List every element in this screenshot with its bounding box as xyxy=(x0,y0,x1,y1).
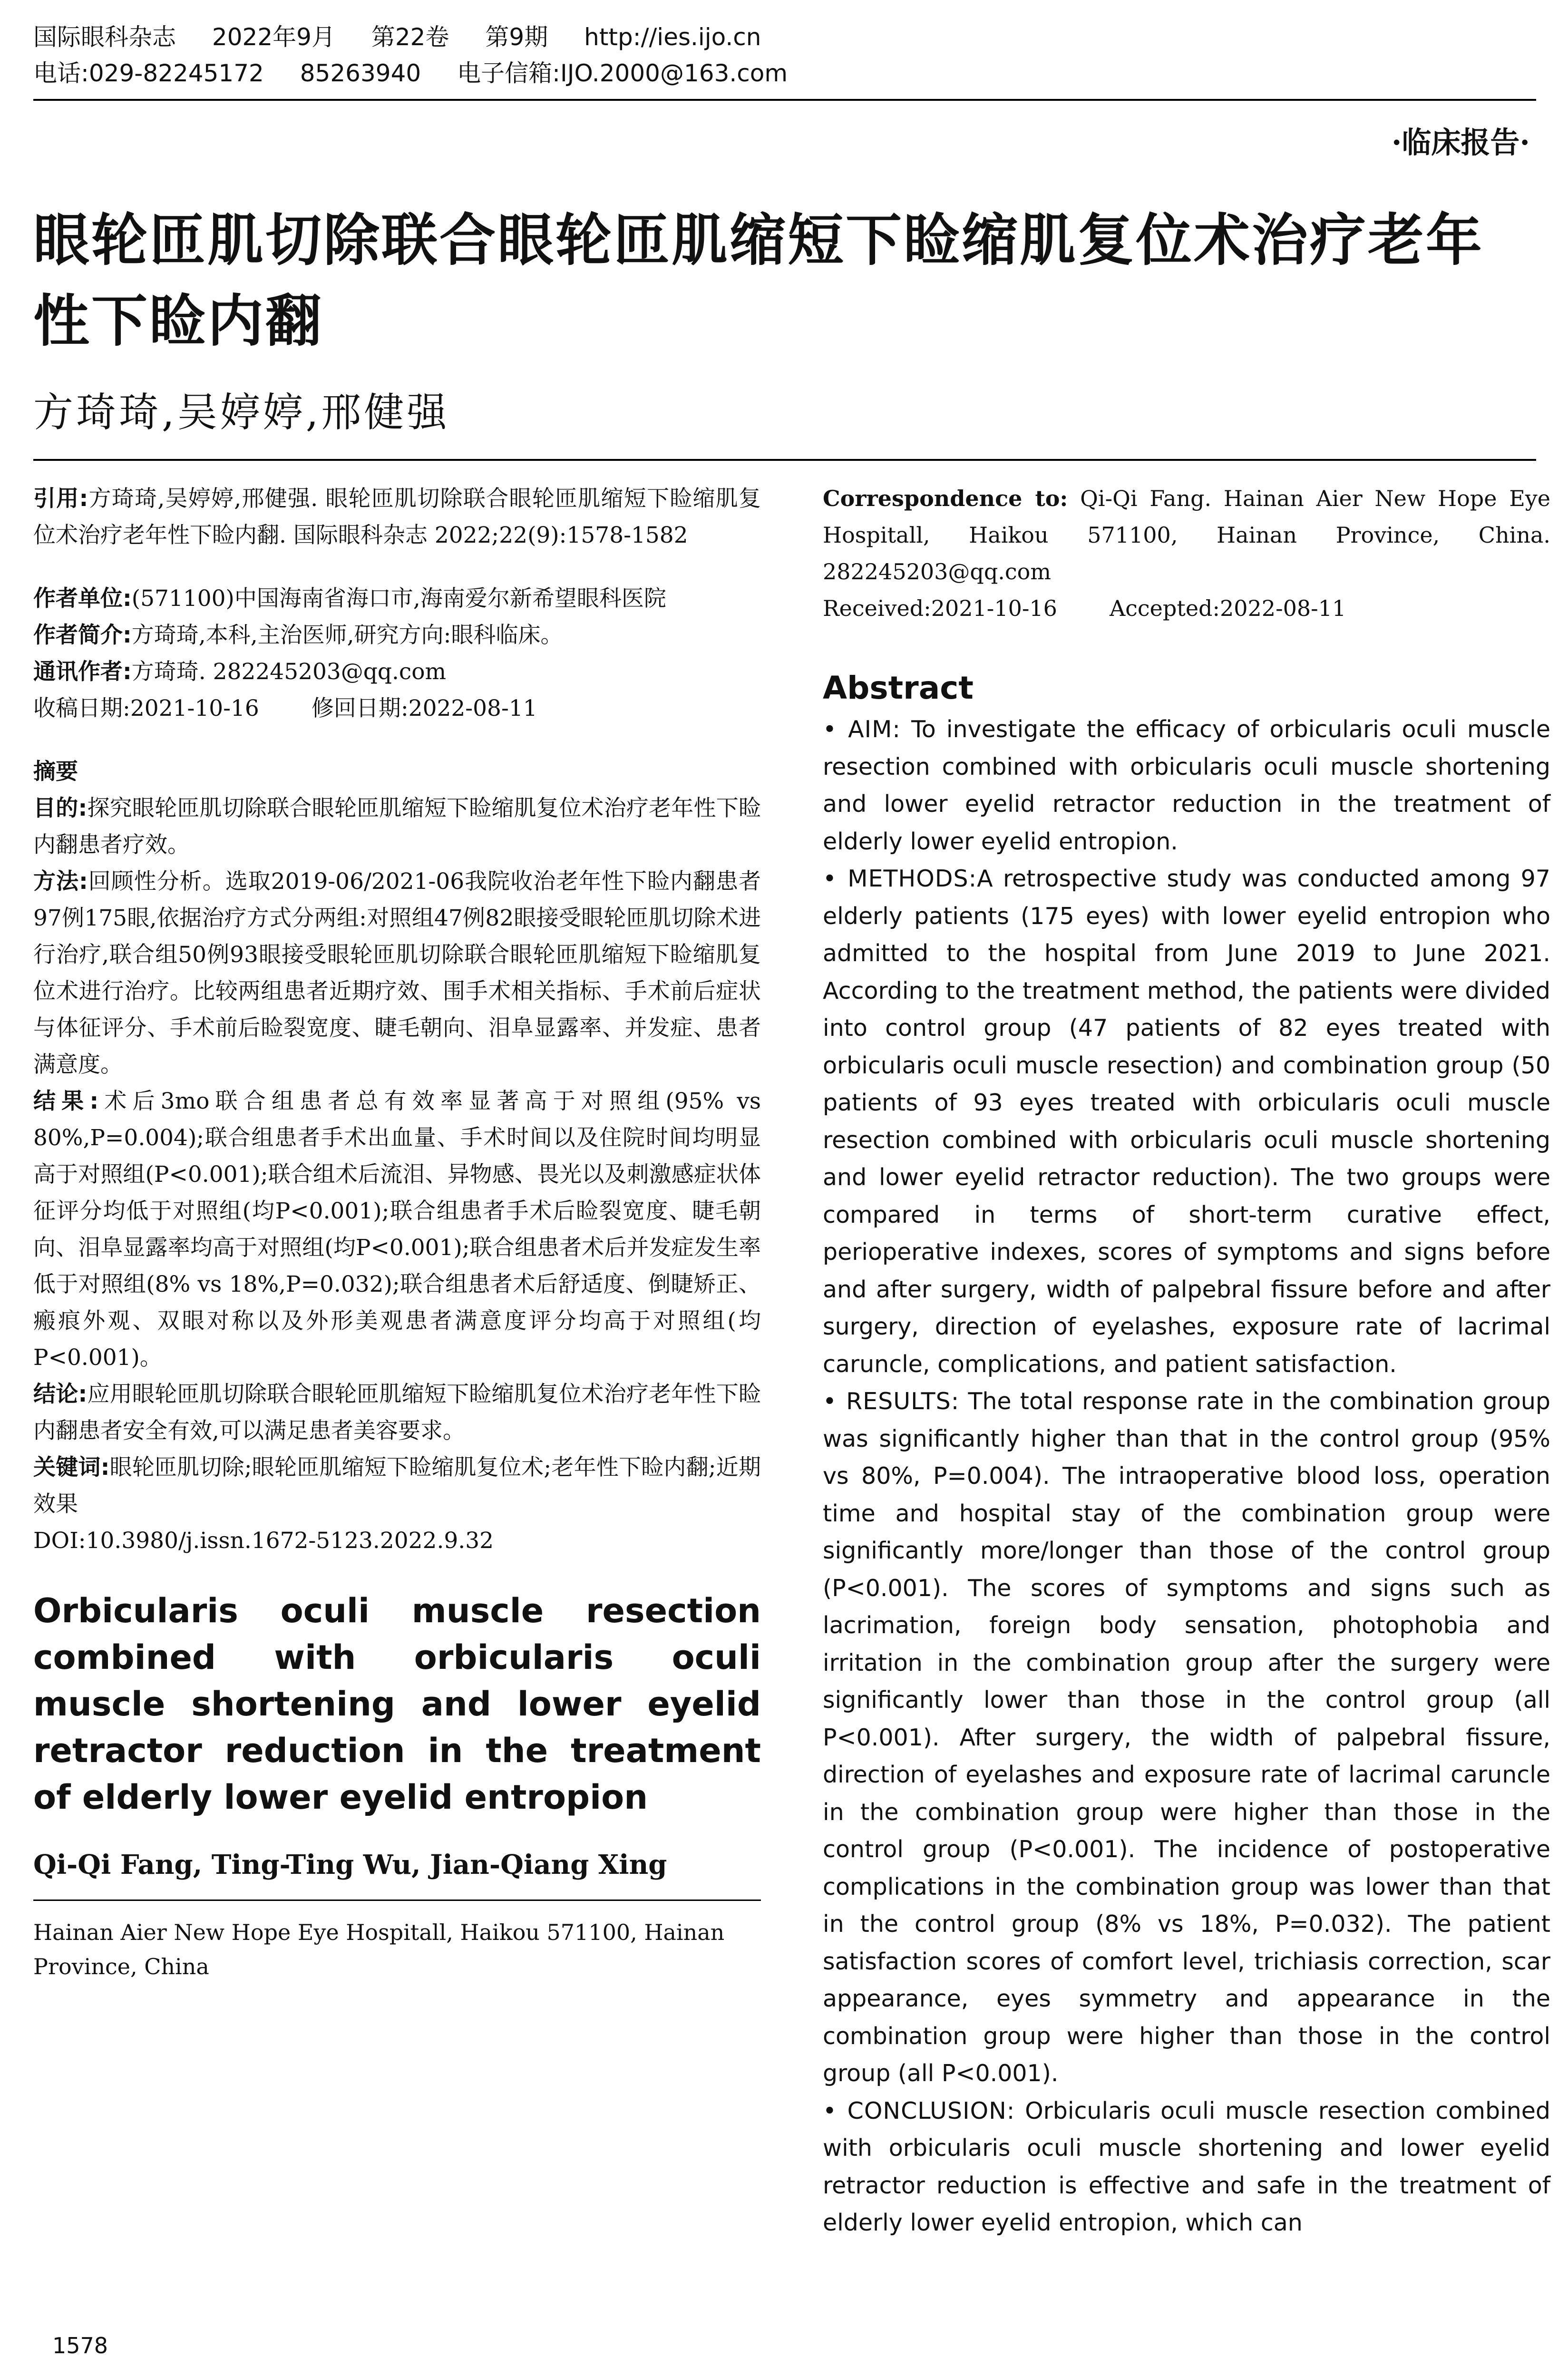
cn-aim: 目的:探究眼轮匝肌切除联合眼轮匝肌缩短下睑缩肌复位术治疗老年性下睑内翻患者疗效。 xyxy=(33,795,761,858)
volume: 第22卷 xyxy=(371,23,449,51)
phone-2: 85263940 xyxy=(300,59,421,87)
cn-conclusion: 结论:应用眼轮匝肌切除联合眼轮匝肌缩短下睑缩肌复位术治疗老年性下睑内翻患者安全有效,可以满足患者美容要求。 xyxy=(33,1381,761,1444)
en-aim: • AIM: To investigate the efficacy of orbicularis oculi muscle resection combined with orbicularis oculi muscle shortening and lower eyelid retractor reduction in the treatment of elderly lower eyelid entropion. xyxy=(823,716,1550,855)
journal-email[interactable]: 电子信箱:IJO.2000@163.com xyxy=(457,59,788,87)
doi[interactable]: DOI:10.3980/j.issn.1672-5123.2022.9.32 xyxy=(33,1528,494,1554)
chinese-authors: 方琦琦,吴婷婷,邢健强 xyxy=(33,389,450,436)
header-line-2 xyxy=(33,55,1536,91)
cn-keywords: 关键词:眼轮匝肌切除;眼轮匝肌缩短下睑缩肌复位术;老年性下睑内翻;近期效果 xyxy=(33,1454,761,1517)
header-line-1 xyxy=(33,19,1536,55)
page-number: 1578 xyxy=(52,2333,108,2358)
left-column xyxy=(33,480,761,1984)
cn-dates: 收稿日期:2021-10-16 修回日期:2022-08-11 xyxy=(33,695,537,721)
issue-date: 2022年9月 xyxy=(212,23,335,51)
chinese-title: 眼轮匝肌切除联合眼轮匝肌缩短下睑缩肌复位术治疗老年性下睑内翻 xyxy=(33,207,1484,354)
author-unit: 作者单位:(571100)中国海南省海口市,海南爱尔新希望眼科医院 xyxy=(33,585,666,612)
cn-results: 结果:术后3mo联合组患者总有效率显著高于对照组(95% vs 80%,P=0.004);联合组患者手术出血量、手术时间以及住院时间均明显高于对照组(P<0.001);联合组术后流泪、异物感、畏光以及刺激感症状体征评分均低于对照组(均P<0.001);联合组患者手术后睑裂宽度、睫毛朝向、泪阜显露率均高于对照组(均P<0.001);联合组患者术后并发症发生率低于对照组(8% vs 18%,P=0.032);联合组患者术后舒适度、倒睫矫正、瘢痕外观、双眼对称以及外形美观患者满意度评分均高于对照组(均P<0.001)。 xyxy=(33,1088,761,1371)
en-methods: • METHODS:A retrospective study was conducted among 97 elderly patients (175 eyes) with lower eyelid entropion who admitted to the hospital from June 2019 to June 2021. According to the treatment method, the patients were divided into control group (47 patients of 82 eyes treated with orbicularis oculi muscle resection) and combination group (50 patients of 93 eyes treated with orbicularis oculi muscle resection combined with orbicularis oculi muscle shortening and lower eyelid retractor reduction). The two groups were compared in terms of short-term curative effect, perioperative indexes, scores of symptoms and signs before and after surgery, width of palpebral fissure before and after surgery, direction of eyelashes, exposure rate of lacrimal caruncle, complications, and patient satisfaction. xyxy=(823,865,1550,1378)
en-conclusion: • CONCLUSION: Orbicularis oculi muscle resection combined with orbicularis oculi muscle shortening and lower eyelid retractor reduction is effective and safe in the treatment of elderly lower eyelid entropion, which can xyxy=(823,2097,1550,2236)
affiliation-divider xyxy=(33,1900,761,1901)
journal-name: 国际眼科杂志 xyxy=(33,23,176,51)
right-column xyxy=(823,480,1550,2242)
issue: 第9期 xyxy=(485,23,548,51)
correspondence: Correspondence to: Qi-Qi Fang. Hainan Aier New Hope Eye Hospitall, Haikou 571100, Hainan Province, China. 282245203@qq.com xyxy=(823,486,1550,585)
body-divider xyxy=(33,459,1536,461)
author-bio: 作者简介:方琦琦,本科,主治医师,研究方向:眼科临床。 xyxy=(33,622,563,648)
cn-methods: 方法:回顾性分析。选取2019-06/2021-06我院收治老年性下睑内翻患者97例175眼,依据治疗方式分两组:对照组47例82眼接受眼轮匝肌切除术进行治疗,联合组50例93眼接受眼轮匝肌切除联合眼轮匝肌缩短下睑缩肌复位术进行治疗。比较两组患者近期疗效、围手术相关指标、手术前后症状与体征评分、手术前后睑裂宽度、睫毛朝向、泪阜显露率、并发症、患者满意度。 xyxy=(33,868,761,1078)
english-title: Orbicularis oculi muscle resection combined with orbicularis oculi muscle shortening and lower eyelid retractor reduction in the treatment of elderly lower eyelid entropion xyxy=(33,1591,761,1817)
header-divider xyxy=(33,99,1536,101)
journal-url[interactable]: http://ies.ijo.cn xyxy=(584,23,761,51)
abstract-heading: Abstract xyxy=(823,670,974,706)
english-authors: Qi-Qi Fang, Ting-Ting Wu, Jian-Qiang Xing xyxy=(33,1849,667,1880)
en-results: • RESULTS: The total response rate in the combination group was significantly higher than that in the control group (95% vs 80%, P=0.004). The intraoperative blood loss, operation time and hospital stay of the combination group were significantly more/longer than those of the control group (P<0.001). The scores of symptoms and signs such as lacrimation, foreign body sensation, photophobia and irritation in the combination group after the surgery were significantly lower than those in the control group (all P<0.001). After surgery, the width of palpebral fissure, direction of eyelashes and exposure rate of lacrimal caruncle in the combination group were higher than those in the control group (P<0.001). The incidence of postoperative complications in the combination group was lower than that in the control group (8% vs 18%, P=0.032). The patient satisfaction scores of comfort level, trichiasis correction, scar appearance, eyes symmetry and appearance in the combination group were higher than those in the control group (all P<0.001). xyxy=(823,1388,1550,2087)
phone: 电话:029-82245172 xyxy=(33,59,264,87)
en-dates: Received:2021-10-16 Accepted:2022-08-11 xyxy=(823,595,1346,621)
journal-header xyxy=(33,19,1536,91)
citation: 引用:方琦琦,吴婷婷,邢健强. 眼轮匝肌切除联合眼轮匝肌缩短下睑缩肌复位术治疗老年性下睑内翻. 国际眼科杂志 2022;22(9):1578-1582 xyxy=(33,486,761,548)
english-affiliation: Hainan Aier New Hope Eye Hospitall, Haikou 571100, Hainan Province, China xyxy=(33,1919,725,1979)
cn-abstract-heading: 摘要 xyxy=(33,759,78,785)
section-label: ·临床报告· xyxy=(1391,125,1530,160)
corresponding-author: 通讯作者:方琦琦. 282245203@qq.com xyxy=(33,659,447,685)
